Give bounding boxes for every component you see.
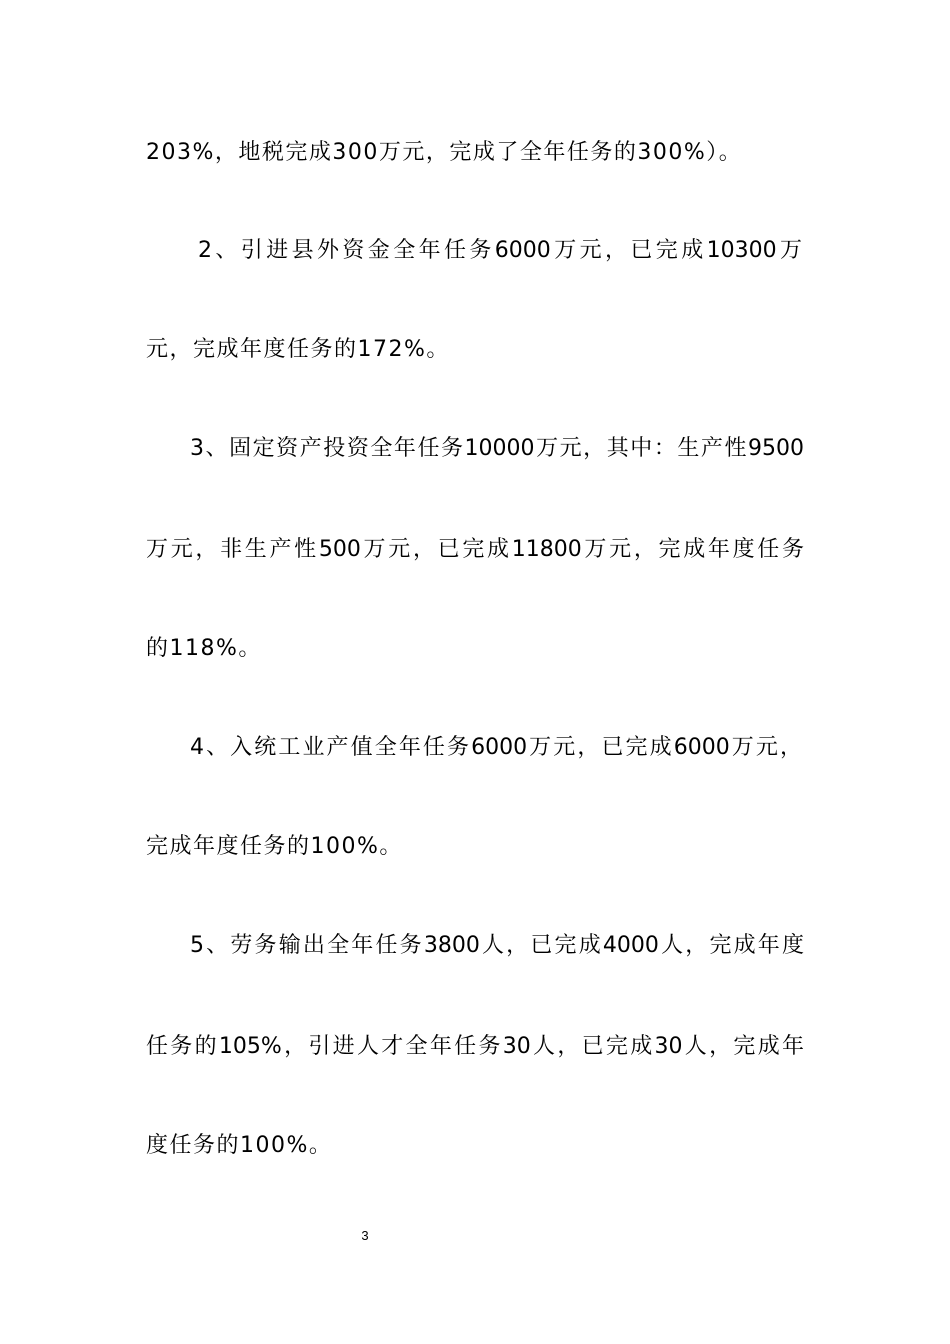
paragraph-line: 度任务的100%。 (146, 1133, 333, 1158)
paragraph-line: 4、入统工业产值全年任务6000万元，已完成6000万元， (190, 735, 802, 760)
paragraph-line: 万元，非生产性500万元，已完成11800万元，完成年度任务 (146, 537, 804, 562)
paragraph-line: 元，完成年度任务的172%。 (146, 337, 450, 362)
paragraph-line: 完成年度任务的100%。 (146, 834, 403, 859)
paragraph-line: 的118%。 (146, 636, 262, 661)
paragraph-line: 2、引进县外资金全年任务6000万元，已完成10300万 (198, 238, 802, 263)
paragraph-line: 任务的105%，引进人才全年任务30人，已完成30人，完成年 (146, 1034, 804, 1059)
paragraph-line: 3、固定资产投资全年任务10000万元，其中：生产性9500 (190, 436, 804, 461)
paragraph-line: 203%，地税完成300万元，完成了全年任务的300%）。 (146, 140, 743, 165)
page-number: 3 (361, 1228, 369, 1243)
paragraph-line: 5、劳务输出全年任务3800人，已完成4000人，完成年度 (190, 933, 804, 958)
